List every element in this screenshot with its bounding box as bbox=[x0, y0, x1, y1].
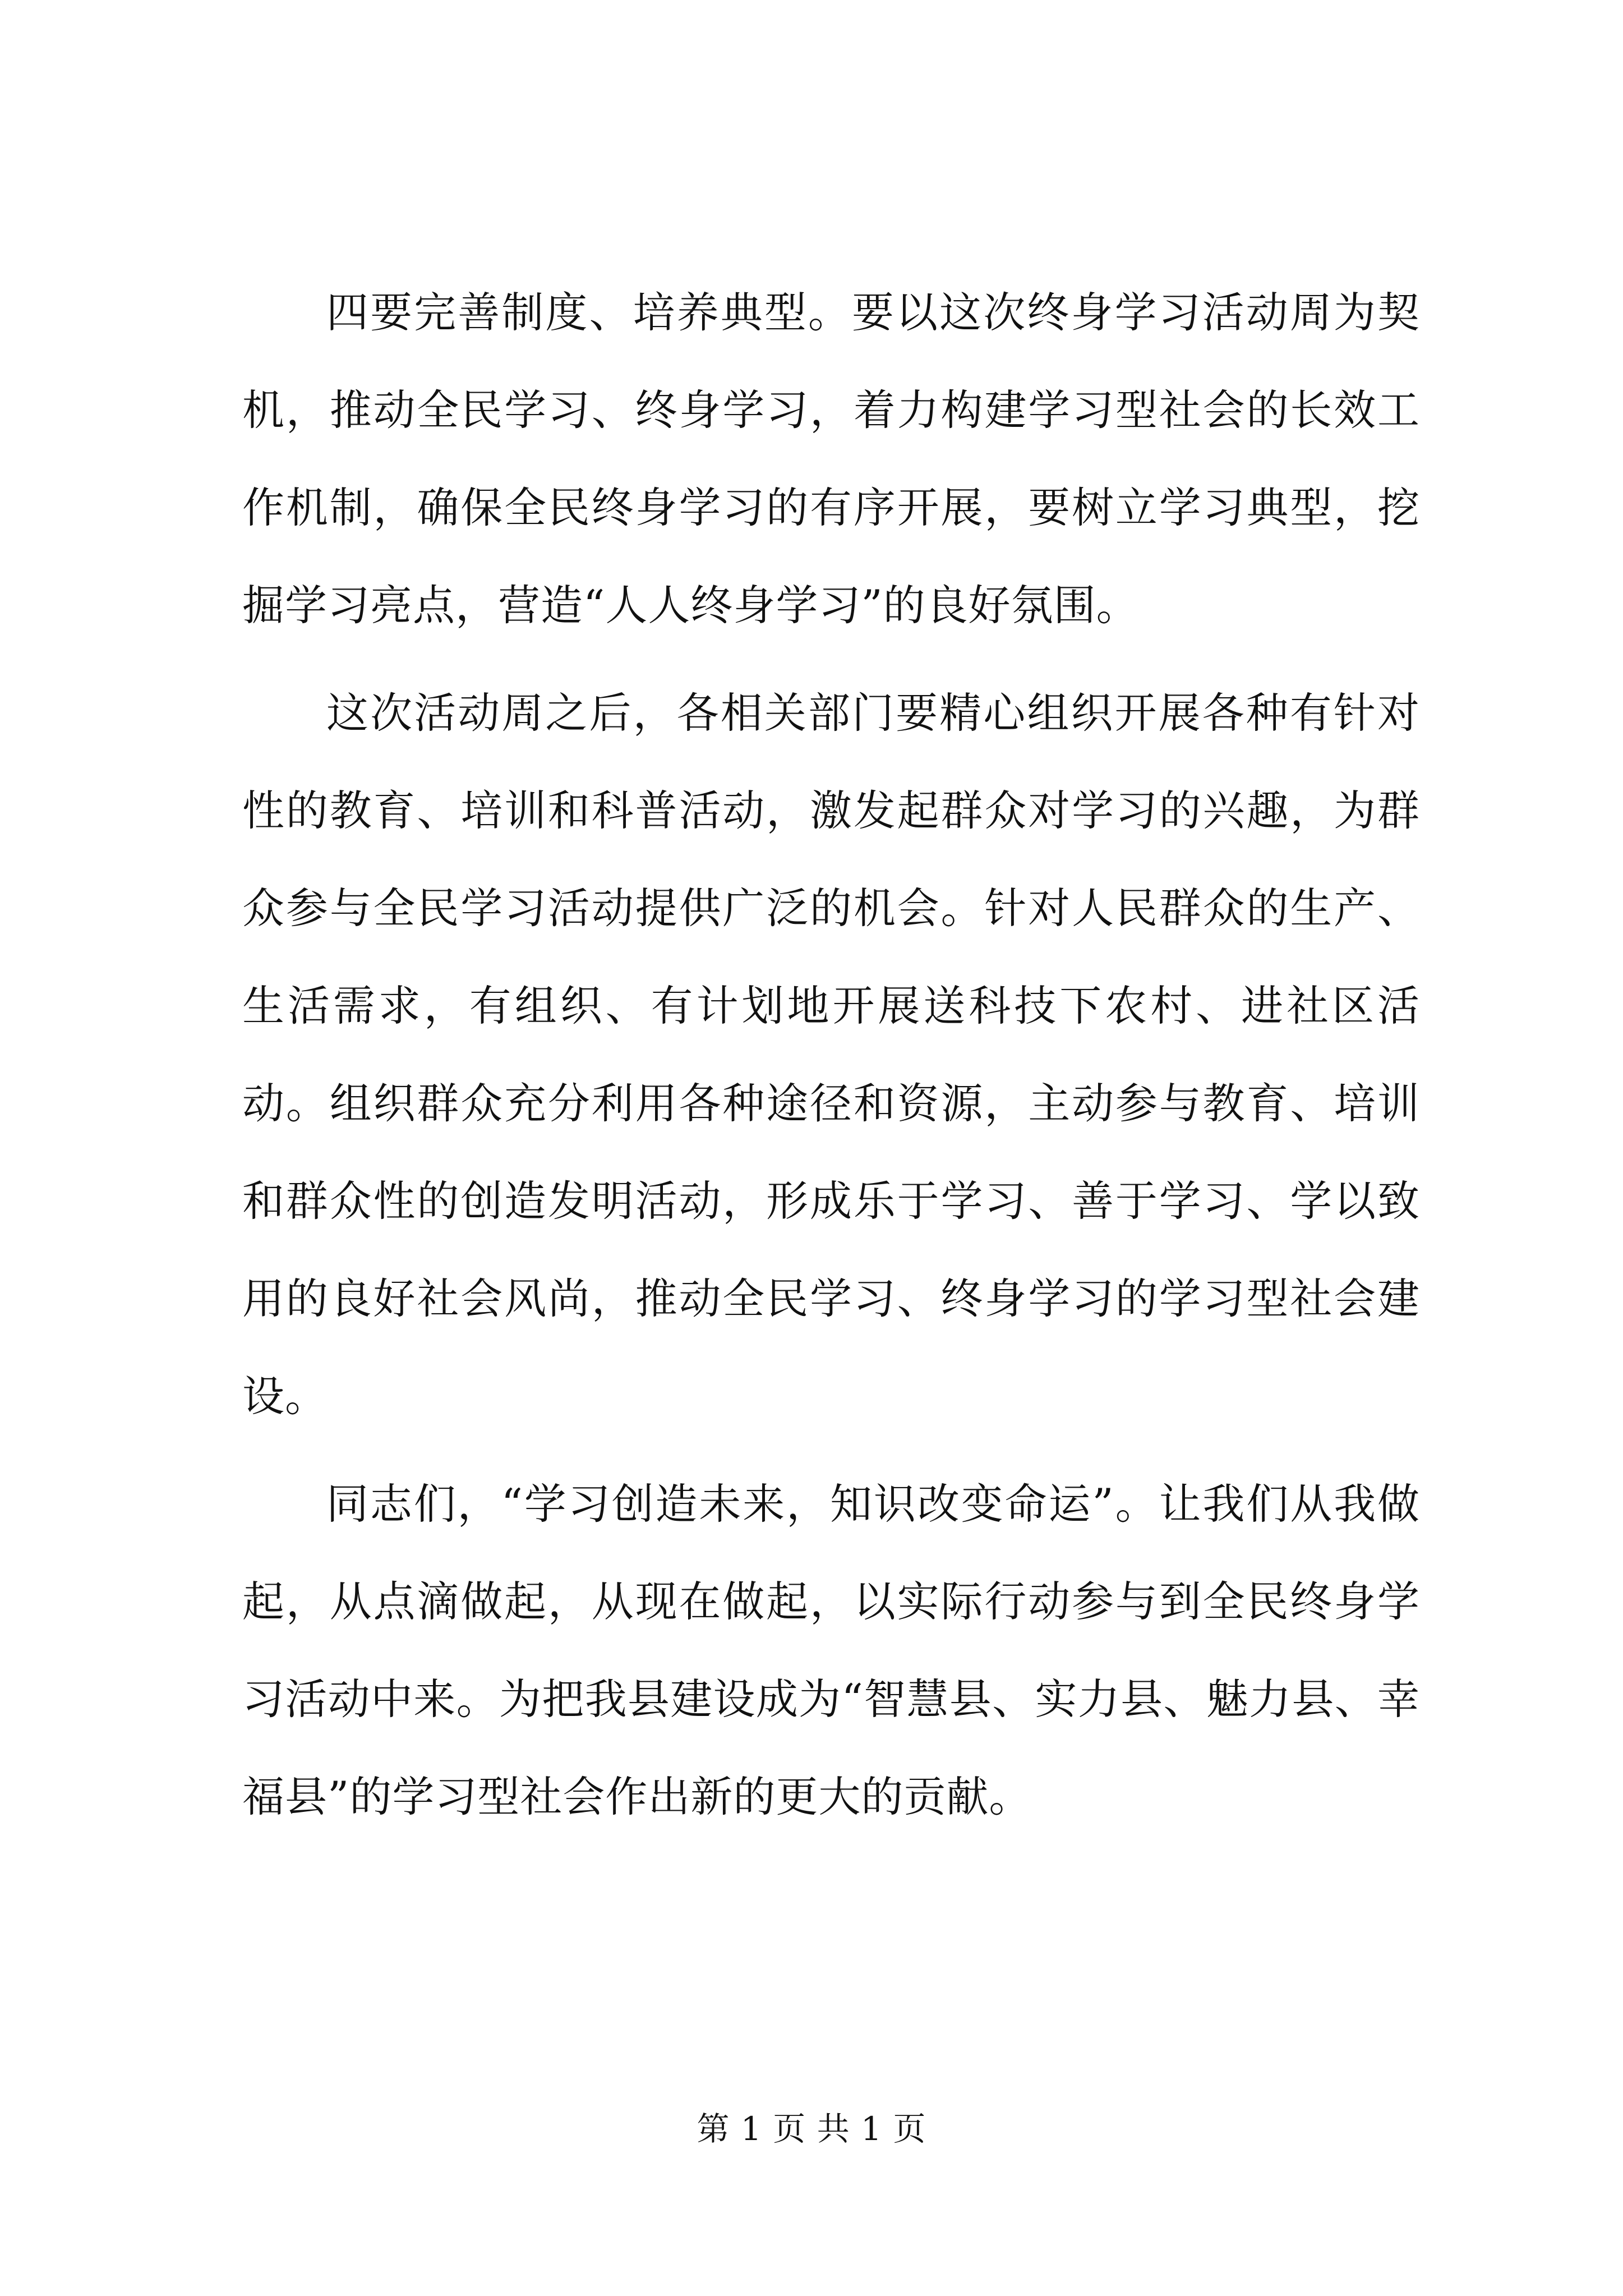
document-body bbox=[242, 264, 1420, 1856]
paragraph-3: 同志们，“学习创造未来，知识改变命运”。让我们从我做起，从点滴做起，从现在做起，以实际行动参与到全民终身学习活动中来。为把我县建设成为“智慧县、实力县、魅力县、幸福县”的学习型社会作出新的更大的贡献。 bbox=[242, 1479, 1420, 1821]
paragraph-1: 四要完善制度、培养典型。要以这次终身学习活动周为契机，推动全民学习、终身学习，着力构建学习型社会的长效工作机制，确保全民终身学习的有序开展，要树立学习典型，挖掘学习亮点，营造“人人终身学习”的良好氛围。 bbox=[242, 288, 1420, 630]
paragraph-2: 这次活动周之后，各相关部门要精心组织开展各种有针对性的教育、培训和科普活动，激发起群众对学习的兴趣，为群众参与全民学习活动提供广泛的机会。针对人民群众的生产、生活需求，有组织、有计划地开展送科技下农村、进社区活动。组织群众充分利用各种途径和资源，主动参与教育、培训和群众性的创造发明活动，形成乐于学习、善于学习、学以致用的良好社会风尚，推动全民学习、终身学习的学习型社会建设。 bbox=[242, 688, 1420, 1421]
page-number-footer: 第 1 页 共 1 页 bbox=[697, 2110, 926, 2148]
